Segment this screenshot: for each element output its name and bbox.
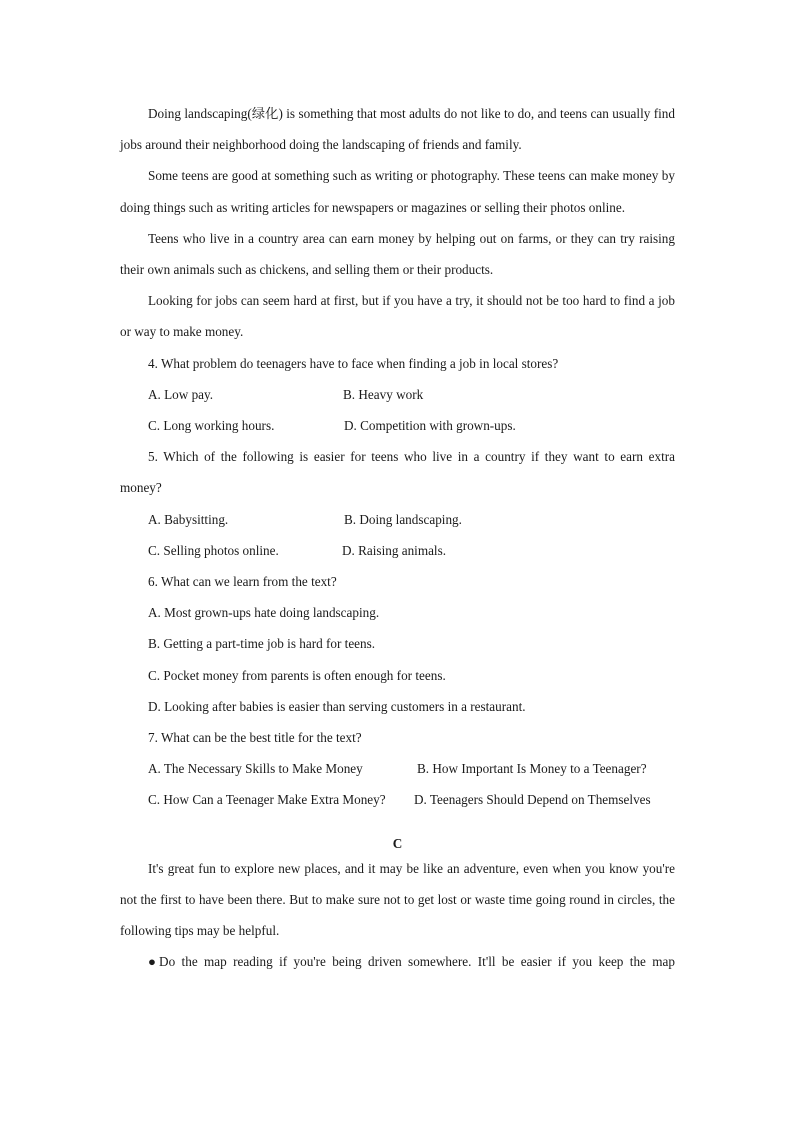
option-b: B. Doing landscaping. [344, 511, 462, 527]
question-stem: 6. What can we learn from the text? [148, 574, 337, 590]
passage-b [120, 98, 675, 348]
option-b: B. Heavy work [343, 386, 424, 402]
option-row [120, 753, 675, 784]
option-d: D. Teenagers Should Depend on Themselves [414, 792, 651, 808]
question-7 [120, 722, 675, 816]
option-c: C. Long working hours. [148, 418, 275, 434]
option-a: A. Babysitting. [148, 511, 229, 527]
option-d: D. Looking after babies is easier than serving customers in a restaurant. [148, 698, 526, 714]
option-row [120, 504, 675, 535]
question-stem: 4. What problem do teenagers have to face when finding a job in local stores? [148, 355, 559, 371]
paragraph: ●Do the map reading if you're being driven somewhere. It'll be easier if you keep the map [148, 954, 675, 970]
question-stem: 7. What can be the best title for the text? [148, 730, 362, 746]
option-b: B. Getting a part-time job is hard for teens. [148, 636, 376, 652]
option-d: D. Competition with grown-ups. [344, 418, 516, 434]
question-6 [120, 566, 675, 722]
paragraph: Teens who live in a country area can earn money by helping out on farms, or they can try raising their own animals such as chickens, and selling them or their products. [120, 230, 675, 278]
question-4 [120, 348, 675, 442]
option-a: A. The Necessary Skills to Make Money [148, 761, 363, 777]
paragraph: Doing landscaping(绿化) is something that most adults do not like to do, and teens can usually find jobs around their neighborhood doing the landscaping of friends and family. [120, 106, 675, 153]
document-page [120, 98, 675, 978]
option-c: C. Selling photos online. [148, 542, 279, 558]
option-row [120, 784, 675, 815]
option-row [120, 379, 675, 410]
option-d: D. Raising animals. [342, 542, 447, 558]
paragraph: It's great fun to explore new places, and it may be like an adventure, even when you know you're not the first to have been there. But to make sure not to get lost or waste time going round in circles, the following tips may be helpful. [120, 860, 675, 939]
question-stem: 5. Which of the following is easier for teens who live in a country if they want to earn extra money? [120, 449, 675, 496]
option-row [120, 410, 675, 441]
paragraph: Some teens are good at something such as writing or photography. These teens can make money by doing things such as writing articles for newspapers or magazines or selling their photos online. [120, 168, 675, 215]
option-c: C. How Can a Teenager Make Extra Money? [148, 792, 386, 808]
option-a: A. Most grown-ups hate doing landscaping. [148, 605, 380, 621]
option-a: A. Low pay. [148, 386, 214, 402]
question-5 [120, 441, 675, 566]
option-b: B. How Important Is Money to a Teenager? [417, 761, 647, 777]
option-row [120, 535, 675, 566]
passage-c [120, 828, 675, 978]
paragraph: Looking for jobs can seem hard at first, but if you have a try, it should not be too hard to find a job or way to make money. [120, 293, 675, 340]
section-heading: C [392, 835, 403, 851]
option-c: C. Pocket money from parents is often enough for teens. [148, 667, 446, 683]
